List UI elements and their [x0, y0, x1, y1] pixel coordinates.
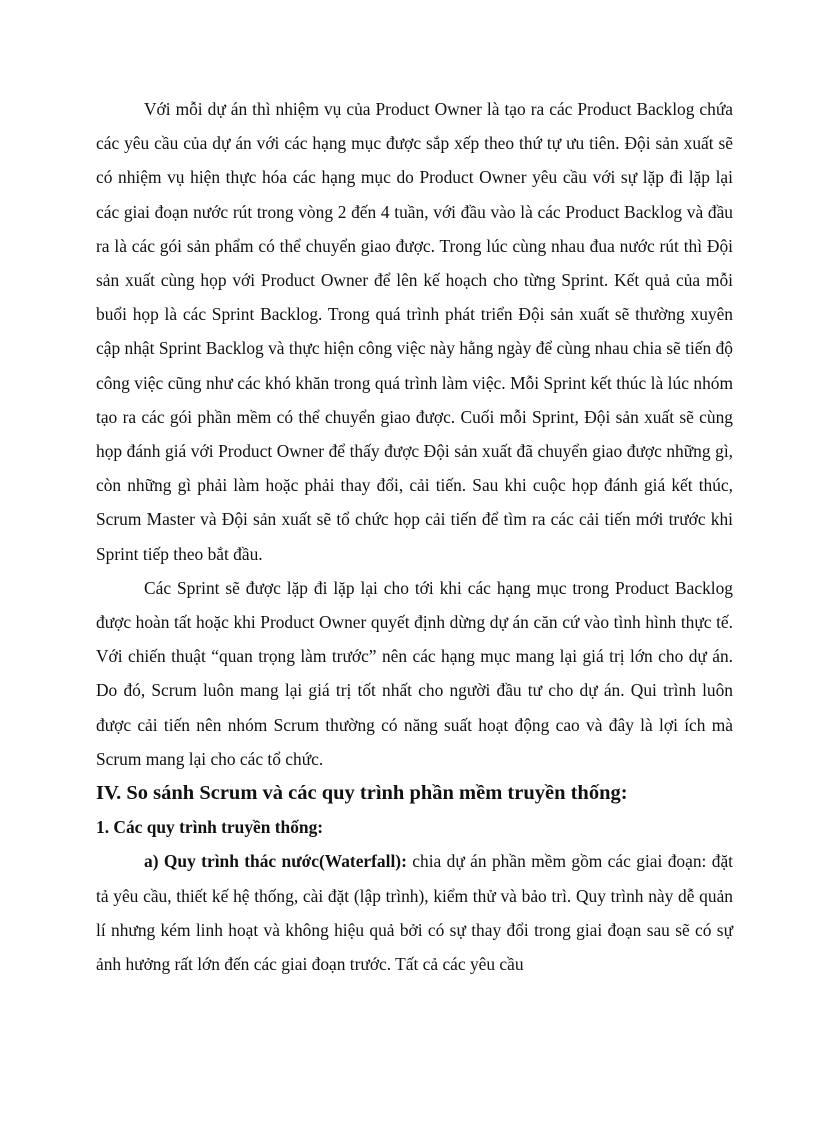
paragraph-product-owner: Với mỗi dự án thì nhiệm vụ của Product Owner là tạo ra các Product Backlog chứa các yêu cầu của dự án với các hạng mục được sắp xếp theo thứ tự ưu tiên. Đội sản xuất sẽ có nhiệm vụ hiện thực hóa các hạng mục do Product Owner yêu cầu với sự lặp đi lặp lại các giai đoạn nước rút trong vòng 2 đến 4 tuần, với đầu vào là các Product Backlog và đầu ra là các gói sản phẩm có thể chuyển giao được. Trong lúc cùng nhau đua nước rút thì Đội sản xuất cùng họp với Product Owner để lên kế hoạch cho từng Sprint. Kết quả của mỗi buổi họp là các Sprint Backlog. Trong quá trình phát triển Đội sản xuất sẽ thường xuyên cập nhật Sprint Backlog và thực hiện công việc này hằng ngày để cùng nhau chia sẽ tiến độ công việc cũng như các khó khăn trong quá trình làm việc. Mỗi Sprint kết thúc là lúc nhóm tạo ra các gói phần mềm có thể chuyển giao được. Cuối mỗi Sprint, Đội sản xuất sẽ cùng họp đánh giá với Product Owner để thấy được Đội sản xuất đã chuyển giao được những gì, còn những gì phải làm hoặc phải thay đổi, cải tiến. Sau khi cuộc họp đánh giá kết thúc, Scrum Master và Đội sản xuất sẽ tổ chức họp cải tiến để tìm ra các cải tiến mới trước khi Sprint tiếp theo bắt đầu.: [96, 99, 733, 564]
document-page: [96, 92, 733, 981]
section-heading: IV. So sánh Scrum và các quy trình phần mềm truyền thống:: [96, 782, 628, 805]
paragraph-sprint-cycle: Các Sprint sẽ được lặp đi lặp lại cho tới khi các hạng mục trong Product Backlog được hoàn tất hoặc khi Product Owner quyết định dừng dự án căn cứ vào tình hình thực tế. Với chiến thuật “quan trọng làm trước” nên các hạng mục mang lại giá trị lớn cho dự án. Do đó, Scrum luôn mang lại giá trị tốt nhất cho người đầu tư cho dự án. Qui trình luôn được cải tiến nên nhóm Scrum thường có năng suất hoạt động cao và đây là lợi ích mà Scrum mang lại cho các tổ chức.: [96, 577, 733, 769]
waterfall-text: chia dự án phần mềm gồm các giai đoạn: đặt tả yêu cầu, thiết kế hệ thống, cài đặt (lập trình), kiểm thử và bảo trì. Quy trình này dễ quản lí nhưng kém linh hoạt và không hiệu quả bởi có sự thay đổi trong giai đoạn sau sẽ có sự ảnh hưởng rất lớn đến các giai đoạn trước. Tất cả các yêu cầu: [96, 851, 734, 975]
waterfall-lead: a) Quy trình thác nước(Waterfall):: [144, 851, 407, 872]
paragraph-waterfall: [96, 844, 733, 981]
subsection-heading: 1. Các quy trình truyền thống:: [96, 817, 324, 838]
